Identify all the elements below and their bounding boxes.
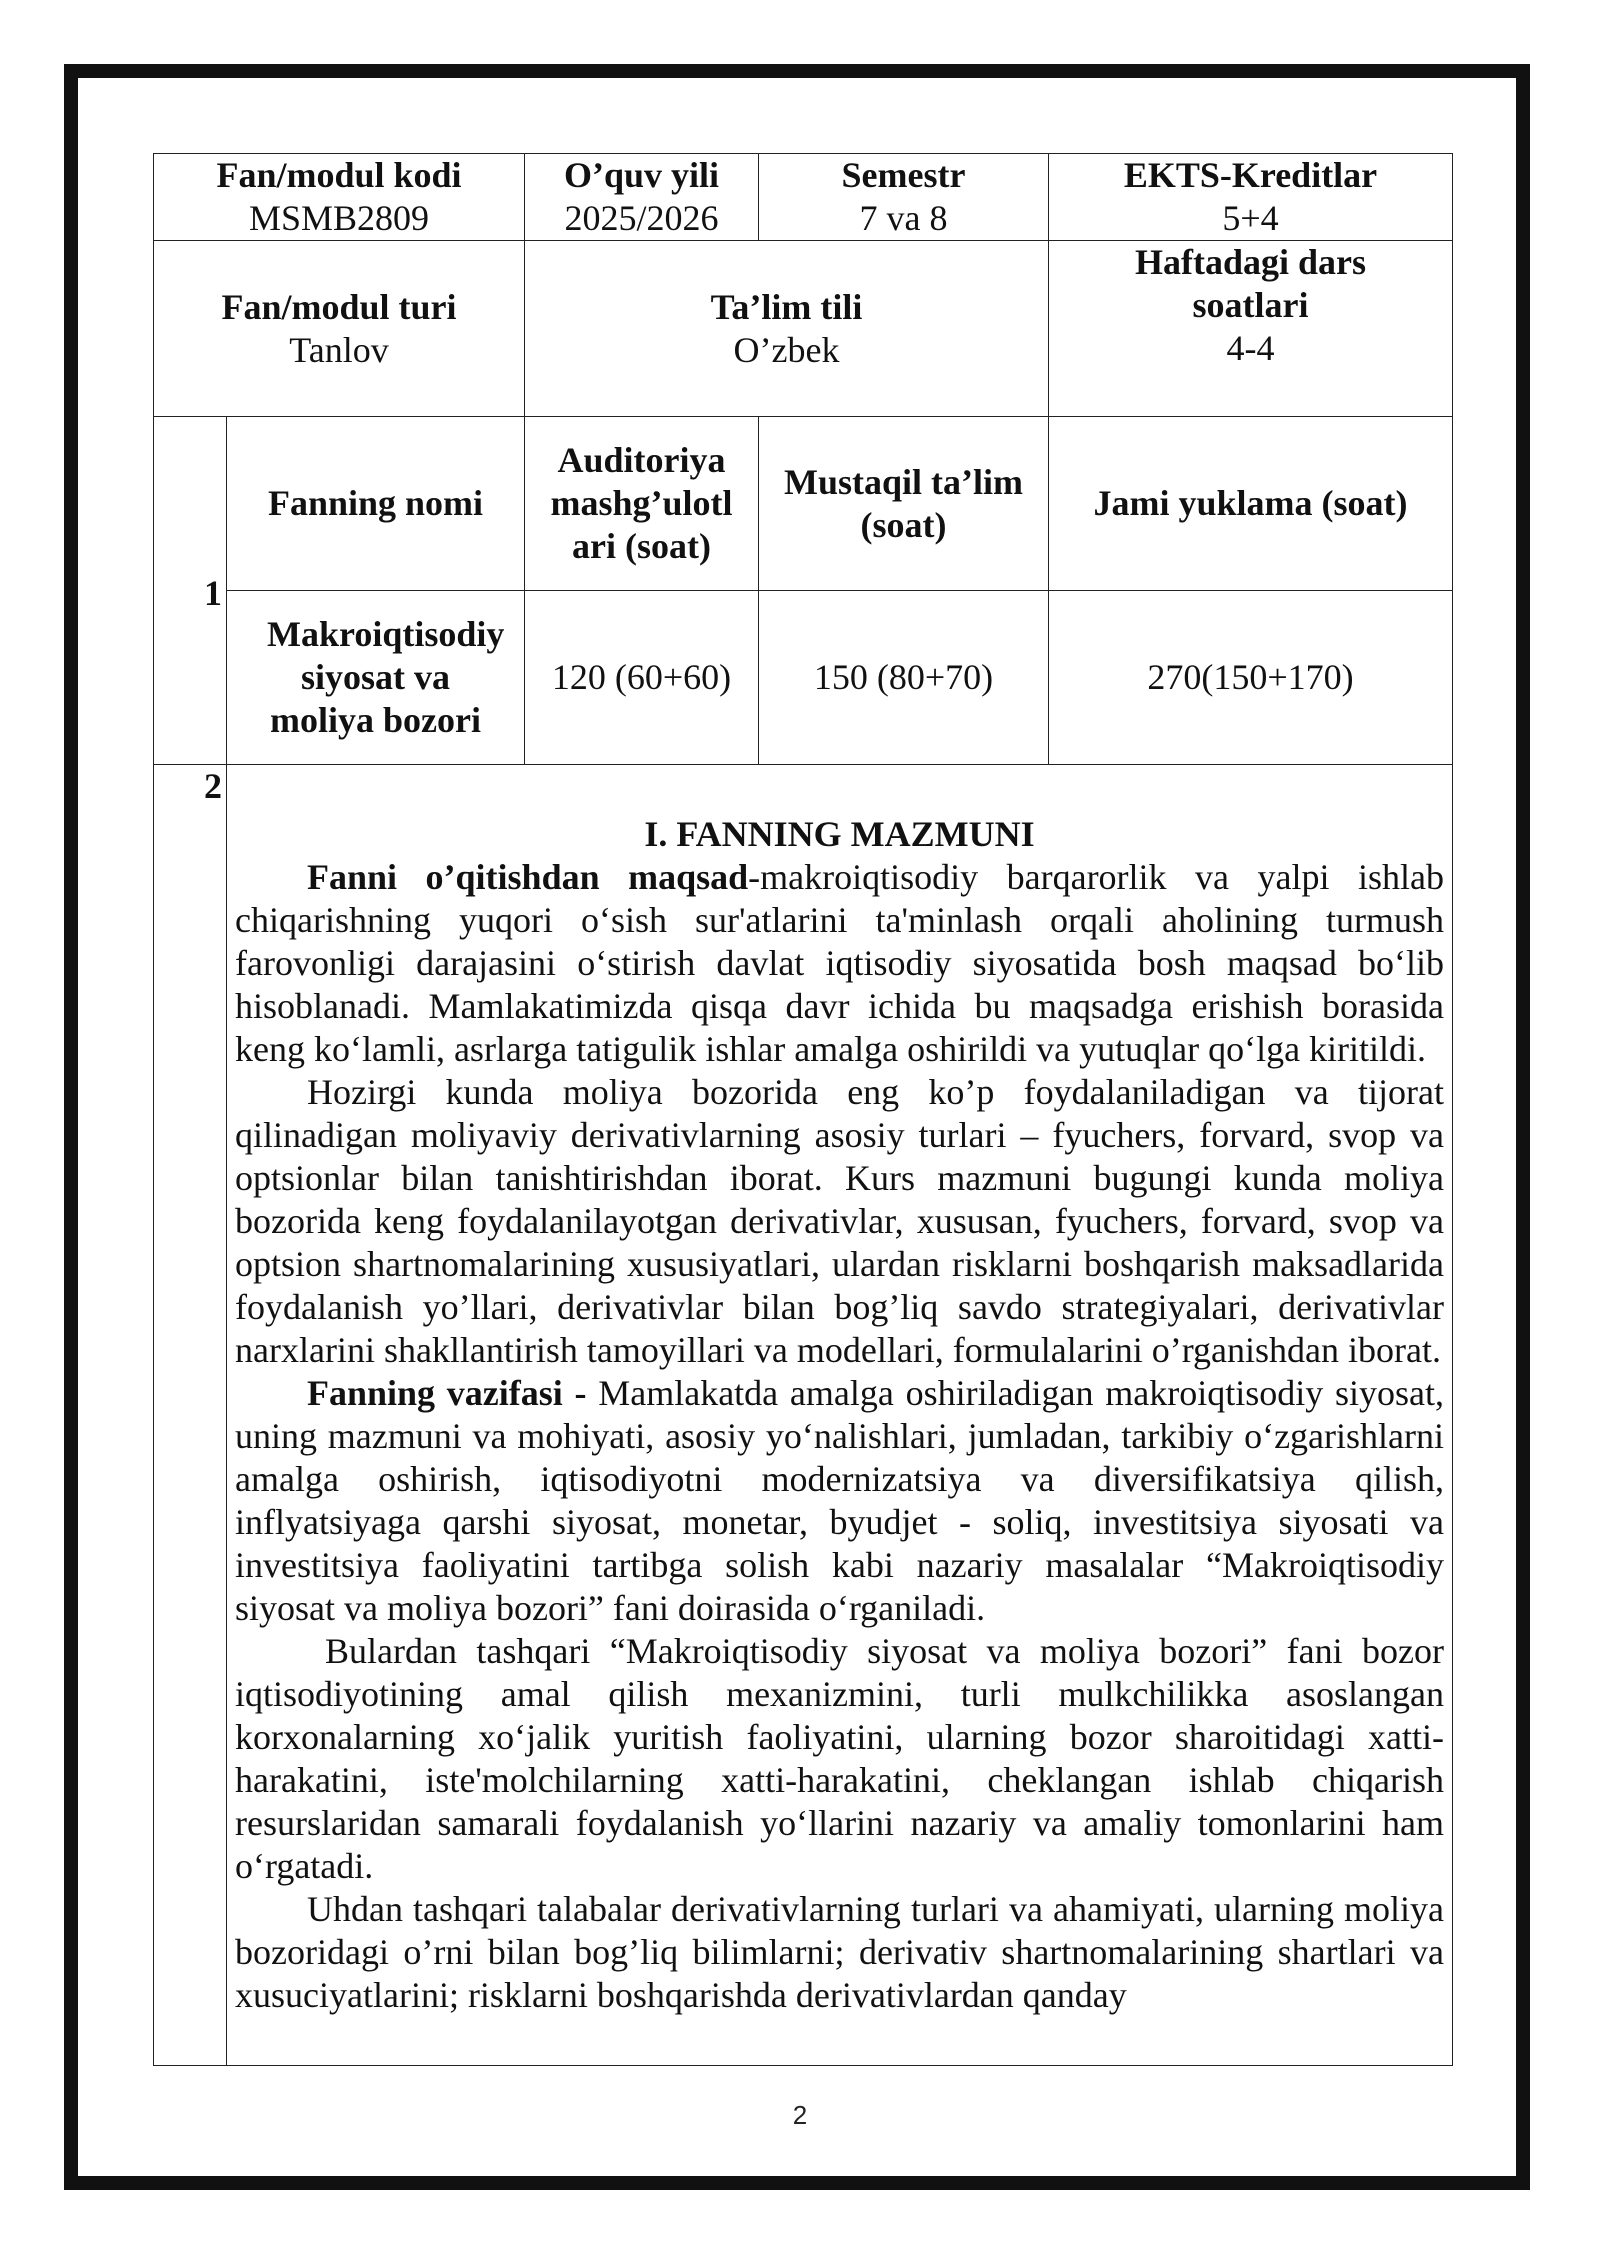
- header-row-2: [154, 241, 1453, 417]
- section-title: I. FANNING MAZMUNI: [644, 814, 1035, 854]
- total-hours-value: 270(150+170): [1049, 591, 1453, 765]
- row-number-cell-2: [154, 765, 227, 2066]
- language-cell: [525, 241, 1049, 417]
- credits-label: EKTS-Kreditlar: [1123, 155, 1378, 195]
- header-row-1: [154, 154, 1453, 241]
- paragraph-students: Uhdan tashqari talabalar derivativlarning turlari va ahamiyati, ularning moliya bozoridagi o’rni bilan bog’liq bilimlarni; derivativ shartnomalarining shartlari va xusuciyatlarini; risklarni boshqarishda derivativlardan qanday: [235, 1889, 1444, 2015]
- weekly-hours-value: 4-4: [1226, 328, 1275, 368]
- credits-cell: [1049, 154, 1453, 241]
- independent-header: Mustaqil ta’lim (soat): [759, 417, 1049, 591]
- goal-lead: Fanni o’qitishdan maqsad: [307, 857, 749, 897]
- semester-value: 7 va 8: [859, 198, 948, 238]
- semester-cell: [759, 154, 1049, 241]
- module-type-cell: [154, 241, 525, 417]
- load-values-row: [154, 591, 1453, 765]
- paragraph-additional: Bulardan tashqari “Makroiqtisodiy siyosat va moliya bozori” fani bozor iqtisodiyotining amal qilish mexanizmini, turli mulkchilikka asoslangan korxonalarning xo‘jalik yuritish faoliyatini, ularning bozor sharoitidagi xatti-harakatini, iste'molchilarning xatti-harakatini, cheklangan ishlab chiqarish resurslaridan samarali foydalanish yo‘llarini nazariy va amaliy tomonlarini ham o‘rgatadi.: [235, 1631, 1444, 1886]
- row-number-1: 1: [204, 573, 222, 613]
- row-number-2: 2: [204, 766, 222, 806]
- total-load-header: Jami yuklama (soat): [1049, 417, 1453, 591]
- course-code-label: Fan/modul kodi: [216, 155, 462, 195]
- syllabus-table: [153, 153, 1453, 2066]
- auditorium-hours-value: 120 (60+60): [525, 591, 759, 765]
- paragraph-goal: [235, 856, 1444, 1071]
- module-type-value: Tanlov: [289, 329, 389, 370]
- tasks-text: Mamlakatda amalga oshiriladigan makroiqtisodiy siyosat, uning mazmuni va mohiyati, asosiy yo‘nalishlari, jumladan, tarkibiy o‘zgarishlarni amalga oshirish, iqtisodiyotni modernizatsiya va diversifikatsiya qilish, inflyatsiyaga qarshi siyosat, monetar, byudjet - soliq, investitsiya siyosati va investitsiya faoliyatini tartibga solish kabi nazariy masalalar “Makroiqtisodiy siyosat va moliya bozori” fani doirasida o‘rganiladi.: [235, 1373, 1444, 1628]
- weekly-hours-label: Haftadagi dars soatlari: [1134, 242, 1366, 325]
- credits-value: 5+4: [1222, 198, 1279, 238]
- course-code-cell: [154, 154, 525, 241]
- academic-year-cell: [525, 154, 759, 241]
- subject-name-value: Makroiqtisodiy siyosat va moliya bozori: [227, 591, 525, 765]
- row-number-cell-1: [154, 417, 227, 765]
- module-type-label: Fan/modul turi: [221, 286, 457, 327]
- independent-hours-value: 150 (80+70): [759, 591, 1049, 765]
- load-header-row: [154, 417, 1453, 591]
- goal-text: -makroiqtisodiy barqarorlik va yalpi ishlab chiqarishning yuqori o‘sish sur'atlarini ta'minlash orqali aholining turmush farovonligi darajasini o‘stirish davlat iqtisodiy siyosatida bosh maqsad bo‘lib hisoblanadi. Mamlakatimizda qisqa davr ichida bu maqsadga erishish borasida keng ko‘lamli, asrlarga tatigulik ishlar amalga oshirildi va yutuqlar qo‘lga kiritildi.: [235, 857, 1444, 1069]
- academic-year-value: 2025/2026: [564, 198, 719, 238]
- page-number: 2: [792, 2100, 808, 2130]
- content-row: [154, 765, 1453, 2066]
- paragraph-derivatives: Hozirgi kunda moliya bozorida eng ko’p foydalaniladigan va tijorat qilinadigan moliyaviy derivativlarning asosiy turlari – fyuchers, forvard, svop va optsionlar bilan tanishtirishdan iborat. Kurs mazmuni bugungi kunda moliya bozorida keng foydalanilayotgan derivativlar, xususan, fyuchers, forvard, svop va optsion shartnomalarining xususiyatlari, ulardan risklarni boshqarish maksadlarida foydalanish yo’llari, derivativlar bilan bog’liq savdo strategiyalari, derivativlar narxlarini shakllantirish tamoyillari va modellari, formulalarini o’rganishdan iborat.: [235, 1072, 1444, 1370]
- course-code-value: MSMB2809: [248, 198, 430, 238]
- course-content-cell: [227, 765, 1453, 2066]
- subject-name-header: Fanning nomi: [227, 417, 525, 591]
- tasks-lead: Fanning vazifasi -: [307, 1373, 587, 1413]
- academic-year-label: O’quv yili: [563, 155, 720, 195]
- language-value: O’zbek: [733, 329, 840, 370]
- auditorium-header: Auditoriya mashg’ulotl ari (soat): [525, 417, 759, 591]
- language-label: Ta’lim tili: [710, 286, 863, 327]
- weekly-hours-cell: [1049, 241, 1453, 417]
- semester-label: Semestr: [841, 155, 966, 195]
- paragraph-tasks: [235, 1372, 1444, 1630]
